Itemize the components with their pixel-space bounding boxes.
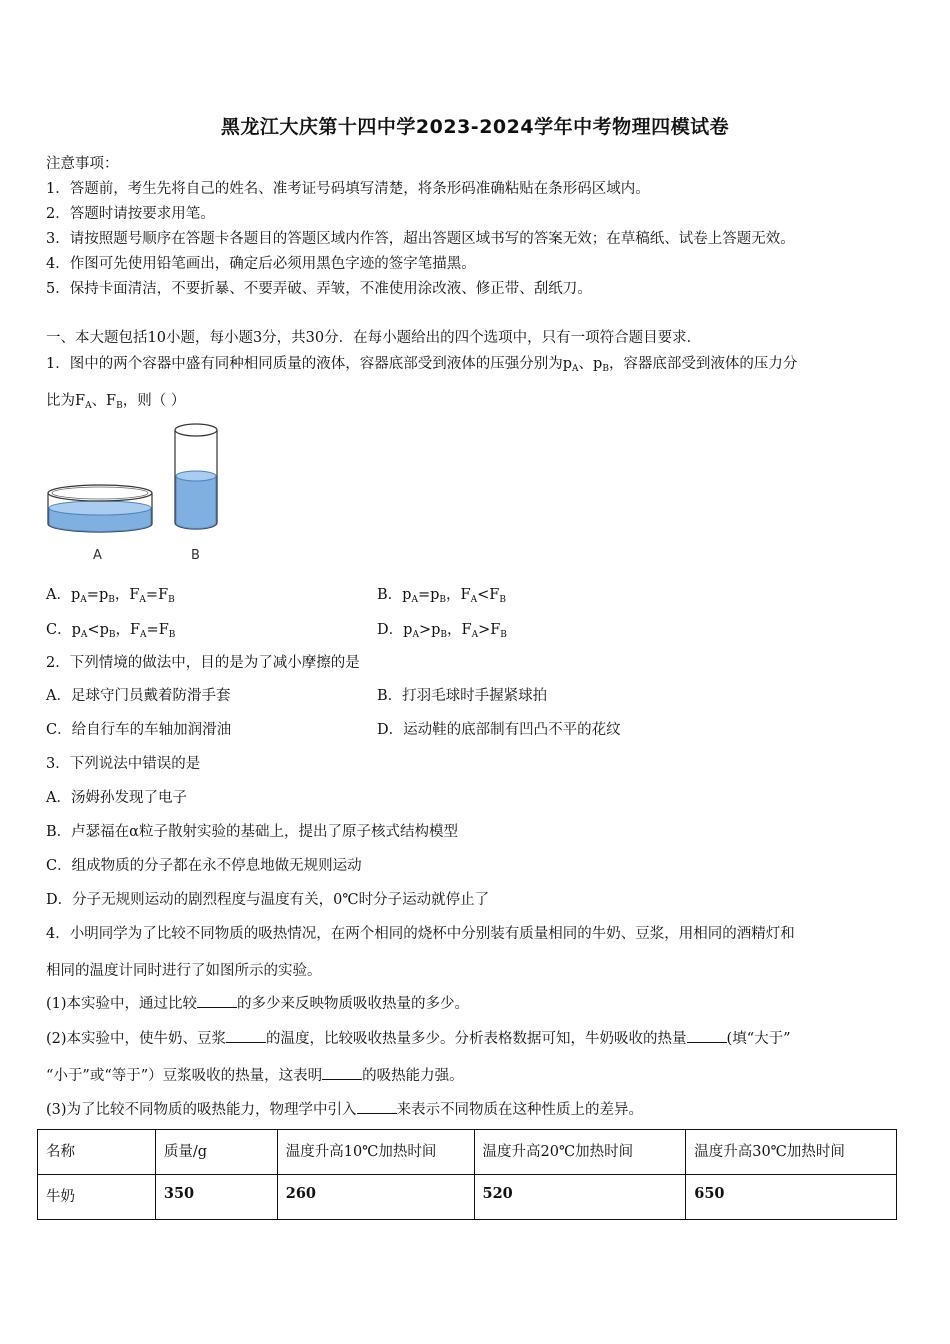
q3-option-b: B．卢瑟福在α粒子散射实验的基础上，提出了原子核式结构模型 [46, 824, 458, 840]
table-cell: 牛奶 [38, 1175, 156, 1220]
q2-option-d: D．运动鞋的底部制有凹凸不平的花纹 [377, 722, 621, 738]
table-cell: 520 [474, 1175, 686, 1220]
notice-item-1: 1．答题前，考生先将自己的姓名、准考证号码填写清楚，将条形码准确粘贴在条形码区域内。 [46, 181, 650, 197]
notice-item-5: 5．保持卡面清洁，不要折暴、不要弄破、弄皱，不准使用涂改液、修正带、刮纸刀。 [46, 281, 592, 297]
q1-option-a: A．$p_A=p_B$，$F_A=F_B$ [46, 587, 175, 605]
notice-heading: 注意事项： [46, 156, 119, 172]
table-row [38, 1175, 897, 1220]
q4-part-3: (3)为了比较不同物质的吸热能力，物理学中引入 来表示不同物质在这种性质上的差异。 [46, 1102, 644, 1118]
figure-label-b: B [191, 548, 200, 563]
container-b [175, 424, 217, 529]
q3-stem: 3．下列说法中错误的是 [46, 756, 201, 772]
notice-item-4: 4．作图可先使用铅笔画出，确定后必须用黑色字迹的签字笔描黑。 [46, 256, 476, 272]
table-header-cell: 温度升高30℃加热时间 [686, 1130, 897, 1175]
answer-blank[interactable] [226, 1030, 266, 1043]
table-header-cell: 温度升高20℃加热时间 [474, 1130, 686, 1175]
notice-item-3: 3．请按照题号顺序在答题卡各题目的答题区域内作答，超出答题区域书写的答案无效；在草稿纸、试卷上答题无效。 [46, 231, 795, 247]
containers-figure [44, 420, 234, 570]
answer-blank[interactable] [687, 1030, 727, 1043]
answer-blank[interactable] [357, 1101, 397, 1114]
q4-part-1: (1)本实验中，通过比较 的多少来反映物质吸收热量的多少。 [46, 996, 470, 1012]
q2-option-b: B．打羽毛球时手握紧球拍 [377, 688, 548, 704]
containers-drawing [44, 420, 234, 570]
table-cell: 650 [686, 1175, 897, 1220]
q4-stem: 4．小明同学为了比较不同物质的吸热情况，在两个相同的烧杯中分别装有质量相同的牛奶、豆浆，用相同的酒精灯和 [46, 926, 795, 942]
container-a [48, 485, 152, 532]
page-title: 黑龙江大庆第十四中学2023-2024学年中考物理四模试卷 [220, 116, 730, 138]
q1-stem: 1．图中的两个容器中盛有同种相同质量的液体，容器底部受到液体的压强分别为$p_A$、$p_B$，容器底部受到液体的压力分 [46, 356, 798, 374]
notice-item-2: 2．答题时请按要求用笔。 [46, 206, 215, 222]
q4-part-2-line2: “小于”或“等于”）豆浆吸收的热量，这表明 的吸热能力强。 [46, 1068, 464, 1084]
table-cell: 260 [277, 1175, 474, 1220]
answer-blank[interactable] [197, 995, 237, 1008]
data-table [37, 1129, 897, 1220]
q4-stem-line2: 相同的温度计同时进行了如图所示的实验。 [46, 963, 322, 979]
table-cell: 350 [155, 1175, 277, 1220]
table-header-row [38, 1130, 897, 1175]
q3-option-c: C．组成物质的分子都在永不停息地做无规则运动 [46, 858, 362, 874]
section-heading: 一、本大题包括10小题，每小题3分，共30分．在每小题给出的四个选项中，只有一项符合题目要求． [46, 330, 702, 346]
table-header-cell: 温度升高10℃加热时间 [277, 1130, 474, 1175]
q2-option-c: C．给自行车的车轴加润滑油 [46, 722, 232, 738]
q1-option-d: D．$p_A>p_B$，$F_A>F_B$ [377, 622, 507, 640]
answer-blank[interactable] [322, 1067, 362, 1080]
q2-option-a: A．足球守门员戴着防滑手套 [46, 688, 231, 704]
table-header-cell: 质量/g [155, 1130, 277, 1175]
q2-stem: 2．下列情境的做法中，目的是为了减小摩擦的是 [46, 655, 360, 671]
q1-stem-line2: 比为$F_A$、$F_B$，则（ ） [46, 393, 186, 411]
table-header-cell: 名称 [38, 1130, 156, 1175]
q3-option-a: A．汤姆孙发现了电子 [46, 790, 187, 806]
q1-option-b: B．$p_A=p_B$，$F_A<F_B$ [377, 587, 506, 605]
q4-part-2: (2)本实验中，使牛奶、豆浆 的温度，比较吸收热量多少。分析表格数据可知，牛奶吸收的热量 (填“大于” [46, 1031, 791, 1047]
figure-label-a: A [93, 548, 102, 563]
q1-option-c: C．$p_A<p_B$，$F_A=F_B$ [46, 622, 176, 640]
q3-option-d: D．分子无规则运动的剧烈程度与温度有关，0℃时分子运动就停止了 [46, 892, 490, 908]
